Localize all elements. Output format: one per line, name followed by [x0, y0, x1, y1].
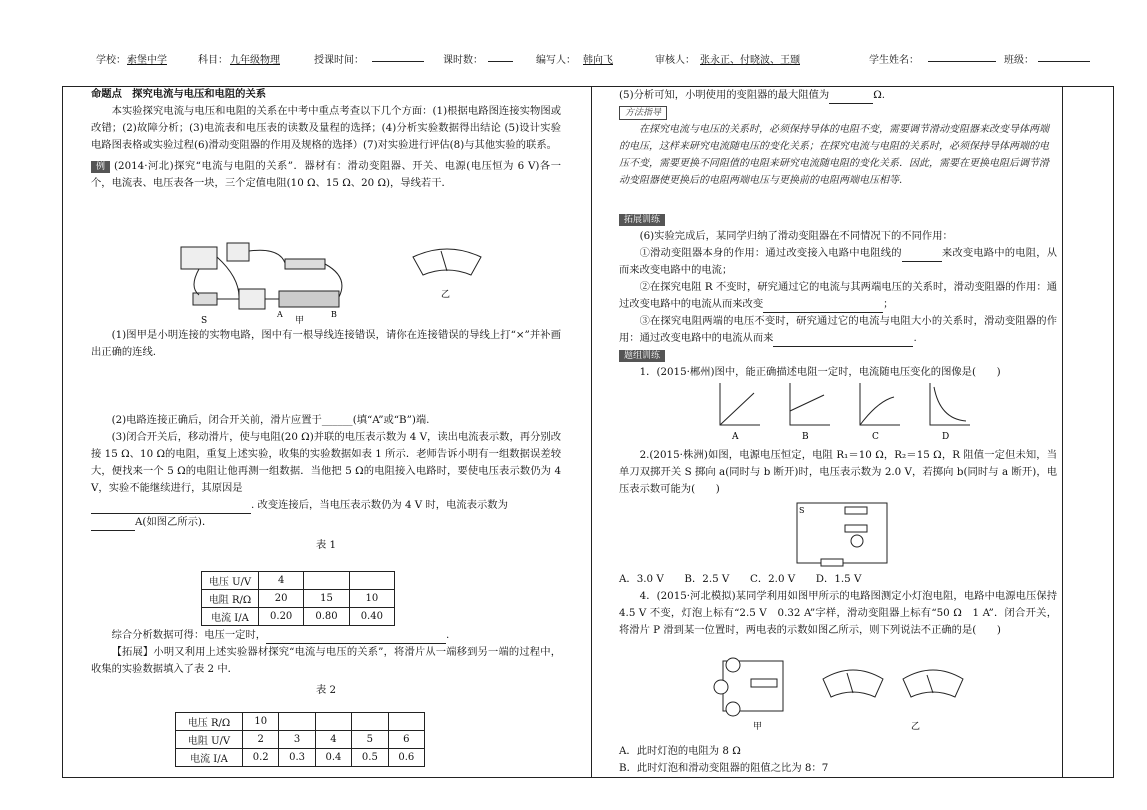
class-label: 班级：	[1004, 55, 1034, 66]
svg-text:A: A	[277, 310, 283, 319]
table-cell: 0.4	[315, 749, 351, 767]
method-tag: 方法指导	[619, 106, 667, 120]
question-5: (5)分析可知，小明使用的变阻器的最大阻值为	[619, 89, 830, 101]
svg-text:S: S	[799, 506, 805, 515]
fixed-resistor	[285, 259, 325, 269]
question-1: (1)图甲是小明连接的实物电路，图中有一根导线连接错误，请你在连接错误的导线上打“×”并补画出正确的连线.	[91, 329, 561, 358]
ammeter-device	[239, 289, 265, 309]
q6-1-blank[interactable]	[902, 250, 942, 262]
table-2	[175, 712, 425, 767]
class-blank[interactable]	[1038, 61, 1090, 62]
table-cell: 0.2	[243, 749, 279, 767]
teach-time-blank[interactable]	[372, 61, 424, 62]
experiment-figure	[179, 237, 499, 329]
table-cell	[349, 572, 394, 590]
table-cell	[352, 713, 388, 731]
problem-1: 1．(2015·郴州)图中，能正确描述电阻一定时，电流随电压变化的图像是( )	[639, 366, 1001, 378]
question-3-text-b: . 改变连接后，当电压表示数仍为 4 V 时，电流表示数为	[251, 499, 508, 511]
figure-label-jia: 甲	[295, 316, 305, 326]
q6-3-blank[interactable]	[773, 335, 913, 347]
graph-label-a: A	[732, 432, 739, 442]
question-6-3: ③在探究电阻两端的电压不变时，研究通过它的电流与电阻大小的关系时，滑动变阻器的作用：通过改变电路中的电流从而来	[619, 315, 1057, 344]
margin-divider	[1062, 87, 1063, 777]
voltmeter-device	[227, 243, 249, 261]
problem-4: 4．(2015·河北模拟)某同学利用如图甲所示的电路图测定小灯泡电阻，电路中电源电压保持 4.5 V 不变，灯泡上标有“2.5 V 0.32 A”字样，滑动变阻器上标有“50 Ω 1 A”．闭合开关，将滑片 P 滑到某一位置时，两电表的示数如图乙所示，则下列说法不正确的是( )	[619, 590, 1057, 636]
svg-text:S: S	[201, 316, 208, 326]
example-text: (2014·河北)探究“电流与电阻的关系”．器材有：滑动变阻器、开关、电源(电压恒为 6 V)各一个，电流表、电压表各一块，三个定值电阻(10 Ω、15 Ω、20 Ω)，导线若干．	[91, 160, 561, 189]
table-2-title: 表 2	[315, 684, 337, 696]
question-6: (6)实验完成后，某同学归纳了滑动变阻器在不同情况下的不同作用：	[639, 230, 953, 242]
table-cell	[304, 572, 349, 590]
student-name-blank[interactable]	[928, 61, 996, 62]
conclusion-blank[interactable]	[266, 632, 446, 644]
table-cell: 0.40	[349, 608, 394, 626]
question-2: (2)电路连接正确后，闭合开关前，滑片应置于______(填“A”或“B”)端.	[111, 414, 430, 426]
student-name-label: 学生姓名：	[869, 55, 919, 66]
table-cell: 0.5	[352, 749, 388, 767]
problem-4-option-b: B．此时灯泡和滑动变阻器的阻值之比为 8：7	[619, 762, 829, 774]
switch-device	[193, 293, 217, 305]
author-label: 编写人：	[536, 55, 576, 66]
right-column: (5)分析可知，小明使用的变阻器的最大阻值为 Ω. 方法指导 在探究电流与电压的关系时，必须保持导体的电阻不变，需要调节滑动变阻器来改变导体两端的电压，这样来研究电流随电压的变化关系；在探究电流与电阻的关系时，必须保持导体两端的电压不变，需要更换不同阻值的电阻来研究电流随电阻的变化关系．因此，需要在更换电阻后调节滑动变阻器使更换后的电阻两端电压与更换前的电阻两端电压相等. 拓展训练 (6)实验完成后，某同学归纳了滑动变阻器在不同情况下的不同作用： ①滑动变阻器本身的作用：通过改变接入电路中电阻线的 来改变电路中的电阻，从而来改变电路中的电流； ②在探究电阻 R 不变时，研究通过它的电流与其两端电压的关系时，滑动变阻器的作用：通过改变电路中的电流从而来改变 ； ③在探究电阻两端的电压不变时，研究通过它的电流与电阻大小的关系时，滑动变阻器的作用：通过改变电路中的电流从而来 . 题组训练 1．(2015·郴州)图中，能正确描述电阻一定时，电流随电压变化的图像是( )	[619, 87, 1057, 381]
figure-label-yi: 乙	[441, 290, 451, 300]
p4-figure-label-jia: 甲	[753, 722, 763, 732]
resistance-blank[interactable]	[829, 92, 873, 104]
p4-figure-label-yi: 乙	[911, 722, 921, 732]
table-cell: 10	[243, 713, 279, 731]
section-title: 命题点 探究电流与电压和电阻的关系	[91, 88, 267, 100]
problem-2-circuit	[791, 501, 901, 571]
teach-time-label: 授课时间：	[314, 55, 364, 66]
graph-label-c: C	[872, 432, 879, 442]
question-3-text-c: A(如图乙所示)．	[135, 516, 213, 528]
table-cell: 3	[279, 731, 315, 749]
intro-paragraph: 本实验探究电流与电压和电阻的关系在中考中重点考查以下几个方面：(1)根据电路图连接实物图或改错；(2)故障分析；(3)电流表和电压表的读数及量程的选择；(4)分析实验数据得出结论 (5)设计实验电路图表格或实验过程(6)滑动变阻器的作用及规格的选择）(7)对实验进行评估(8)与其他实验的联系。	[91, 105, 561, 151]
question-6-1a: ①滑动变阻器本身的作用：通过改变接入电路中电阻线的	[639, 247, 902, 259]
table-cell	[279, 713, 315, 731]
table-cell: 6	[388, 731, 424, 749]
example-tag: 例	[91, 161, 110, 173]
extend-text: 【拓展】小明又利用上述实验器材探究“电流与电压的关系”，将滑片从一端移到另一端的过程中，收集的实验数据填入了表 2 中．	[91, 646, 561, 675]
table-cell: 电压 R/Ω	[176, 713, 243, 731]
table-cell: 4	[259, 572, 304, 590]
table-cell: 电压 U/V	[202, 572, 259, 590]
svg-text:B: B	[331, 310, 337, 319]
table-cell: 电阻 R/Ω	[202, 590, 259, 608]
current-blank[interactable]	[91, 519, 135, 531]
graph-label-b: B	[802, 432, 809, 442]
worksheet-frame: 命题点 探究电流与电压和电阻的关系 本实验探究电流与电压和电阻的关系在中考中重点考查以下几个方面：(1)根据电路图连接实物图或改错；(2)故障分析；(3)电流表和电压表的读数及量程的选择；(4)分析实验数据得出结论 (5)设计实验电路图表格或实验过程(6)滑动变阻器的作用及规格的选择）(7)对实验进行评估(8)与其他实验的联系。 例 (2014·河北)探究“电流与电阻的关系”．器材有：滑动变阻器、开关、电源(电压恒为 6 V)各一个，电流表、电压表各一块，三个定值电阻(10 Ω、15 Ω、20 Ω)，导线若干． S 甲 乙 A B (1)图甲是小明连接的实物电路，图中有一根导线连接错误，请你在连接错误的导线上打“×”并补画出正确的连线. (2)电路连接正确后，闭合开关前，滑片应置于______(填“A”或“B”)端. (3)闭合开关后，移动滑片，使与电阻(20 Ω)并联的电压表示数为 4 V，读出电流表示数，再分别改接 15 Ω、10 Ω的电阻，重复上述实验，收集的实验数据如表 1 所示．老师告诉小明有一组数据误差较大，便找来一个 5 Ω的电阻让他再测一组数据．当他把 5 Ω的电阻接入电路时，要使电压表示数仍为 4 V，实验不能继续进行，其原因是 . 改变连接后，当电压表示数仍为 4 V 时，电流表示数为 A(如图乙所示)． 表 1 电压 U/V 4 电阻 R/Ω 20 15 10 电流 I/A 0.20 0.80 0.40 综合分析数据可得：电压一定时， . 【拓展】小明又利用上述实验器材探究“电流与电压的关系”，将滑片从一端移到另一端的过程中，收集的实验数据填入了表 2 中． 表 2 电压 R/Ω 10 电阻 U/V 2 3 4 5 6 电流 I/A 0.2 0.3 0.4 0.5 0.6 (5)分析可知，小明使用的变阻器的最大阻值为 Ω. 方法指导 在探究电流与电压的关系时，必须保持导体的电阻不变，需要调节滑动变阻器来改变导体两端的电压，这样来研究电流随电压的变化关系；在探究电流与电阻的关系时，必须保持导体两端的电压不变，需要更换不同阻值的电阻来研究电流随电阻的变化关系．因此，需要在更换电阻后调节滑动变阻器使更换后的电阻两端电压与更换前的电阻两端电压相等. 拓展训练 (6)实验完成后，某同学归纳了滑动变阻器在不同情况下的不同作用： ①滑动变阻器本身的作用：通过改变接入电路中电阻线的 来改变电路中的电阻，从而来改变电路中的电流； ②在探究电阻 R 不变时，研究通过它的电流与其两端电压的关系时，滑动变阻器的作用：通过改变电路中的电流从而来改变 ； ③在探究电阻两端的电压不变时，研究通过它的电流与电阻大小的关系时，滑动变阻器的作用：通过改变电路中的电流从而来 . 题组训练 1．(2015·郴州)图中，能正确描述电阻一定时，电流随电压变化的图像是( ) A B C D 2.(2015·株洲)如图，电源电压恒定，电阻 R₁＝10 Ω，R₂＝15 Ω，R 阻值一定但未知，当单刀双掷开关 S 掷向 a(同时与 b 断开)时，电压表示数为 2.0 V，若掷向 b(同时与 a 断开)，电压表示数可能为( ) S A．3.0 V B．2.5 V C．2.0 V D．1.5 V 4．(2015·河北模拟)某同学利用如图甲所示的电路图测定小灯泡电阻，电路中电源电压保持 4.5 V 不变，灯泡上标有“2.5 V 0.32 A”字样，滑动变阻器上标有“50 Ω 1 A”．闭合开关，将滑片 P 滑到某一位置时，两电表的示数如图乙所示，则下列说法不正确的是( ) 甲 乙 A．此时灯泡的电阻为 8 Ω B．此时灯泡和滑动变阻器的阻值之比为 8：7	[62, 86, 1114, 778]
school-value: 索堡中学	[127, 55, 167, 66]
table-1-title: 表 1	[315, 539, 337, 551]
q6-2-blank[interactable]	[763, 301, 883, 313]
group-training-tag: 题组训练	[619, 350, 665, 362]
table-cell: 电流 I/A	[176, 749, 243, 767]
table-cell	[388, 713, 424, 731]
power-supply	[181, 247, 217, 269]
worksheet-header	[0, 48, 1147, 68]
graph-label-d: D	[942, 432, 950, 442]
periods-blank[interactable]	[488, 61, 513, 62]
ammeter-dial	[413, 249, 481, 275]
column-divider	[591, 87, 592, 777]
question-6-2: ②在探究电阻 R 不变时，研究通过它的电流与其两端电压的关系时，滑动变阻器的作用：通过改变电路中的电流从而来改变	[619, 281, 1057, 310]
table-cell: 0.6	[388, 749, 424, 767]
problem-4-option-a: A．此时灯泡的电阻为 8 Ω	[619, 745, 741, 757]
table-cell: 10	[349, 590, 394, 608]
subject-label: 科目：	[198, 55, 228, 66]
table-cell: 2	[243, 731, 279, 749]
table-cell: 5	[352, 731, 388, 749]
table-cell	[315, 713, 351, 731]
reviewer-value: 张永正、付晓波、王颋	[700, 55, 800, 66]
table-cell: 20	[259, 590, 304, 608]
question-3-text: (3)闭合开关后，移动滑片，使与电阻(20 Ω)并联的电压表示数为 4 V，读出电流表示数，再分别改接 15 Ω、10 Ω的电阻，重复上述实验，收集的实验数据如表 1 所示．老师告诉小明有一组数据误差较大，便找来一个 5 Ω的电阻让他再测一组数据．当他把 5 Ω的电阻接入电路时，要使电压表示数仍为 4 V，实验不能继续进行，其原因是	[91, 431, 561, 494]
reviewer-label: 审核人：	[655, 55, 695, 66]
problem-2-options: A．3.0 V B．2.5 V C．2.0 V D．1.5 V	[619, 573, 862, 585]
school-label: 学校：	[96, 55, 126, 66]
question-5-unit: Ω.	[873, 89, 886, 101]
rheostat	[279, 291, 339, 307]
author-value: 韩向飞	[583, 55, 613, 66]
extend-training-tag: 拓展训练	[619, 214, 665, 226]
reason-blank[interactable]	[91, 502, 251, 514]
table-cell: 0.3	[279, 749, 315, 767]
method-text: 在探究电流与电压的关系时，必须保持导体的电阻不变，需要调节滑动变阻器来改变导体两端的电压，这样来研究电流随电压的变化关系；在探究电流与电阻的关系时，必须保持导体两端的电压不变，需要更换不同阻值的电阻来研究电流随电阻的变化关系．因此，需要在更换电阻后调节滑动变阻器使更换后的电阻两端电压与更换前的电阻两端电压相等.	[619, 124, 1049, 186]
conclusion-text: 综合分析数据可得：电压一定时，	[111, 629, 267, 641]
table-cell: 0.20	[259, 608, 304, 626]
table-cell: 0.80	[304, 608, 349, 626]
periods-label: 课时数：	[443, 55, 483, 66]
question-6-1b: 来改变电路中的电阻，从而来改变电路中的电流；	[619, 247, 1058, 276]
table-cell: 4	[315, 731, 351, 749]
graph-options	[708, 381, 978, 447]
subject-value: 九年级物理	[230, 55, 280, 66]
problem-4-figure	[703, 657, 993, 737]
left-column	[91, 87, 561, 192]
problem-2: 2.(2015·株洲)如图，电源电压恒定，电阻 R₁＝10 Ω，R₂＝15 Ω，R 阻值一定但未知，当单刀双掷开关 S 掷向 a(同时与 b 断开)时，电压表示数为 2.0 V，若掷向 b(同时与 a 断开)，电压表示数可能为( )	[619, 449, 1057, 495]
table-cell: 电阻 U/V	[176, 731, 243, 749]
table-1	[201, 571, 395, 626]
table-cell: 15	[304, 590, 349, 608]
table-cell: 电流 I/A	[202, 608, 259, 626]
